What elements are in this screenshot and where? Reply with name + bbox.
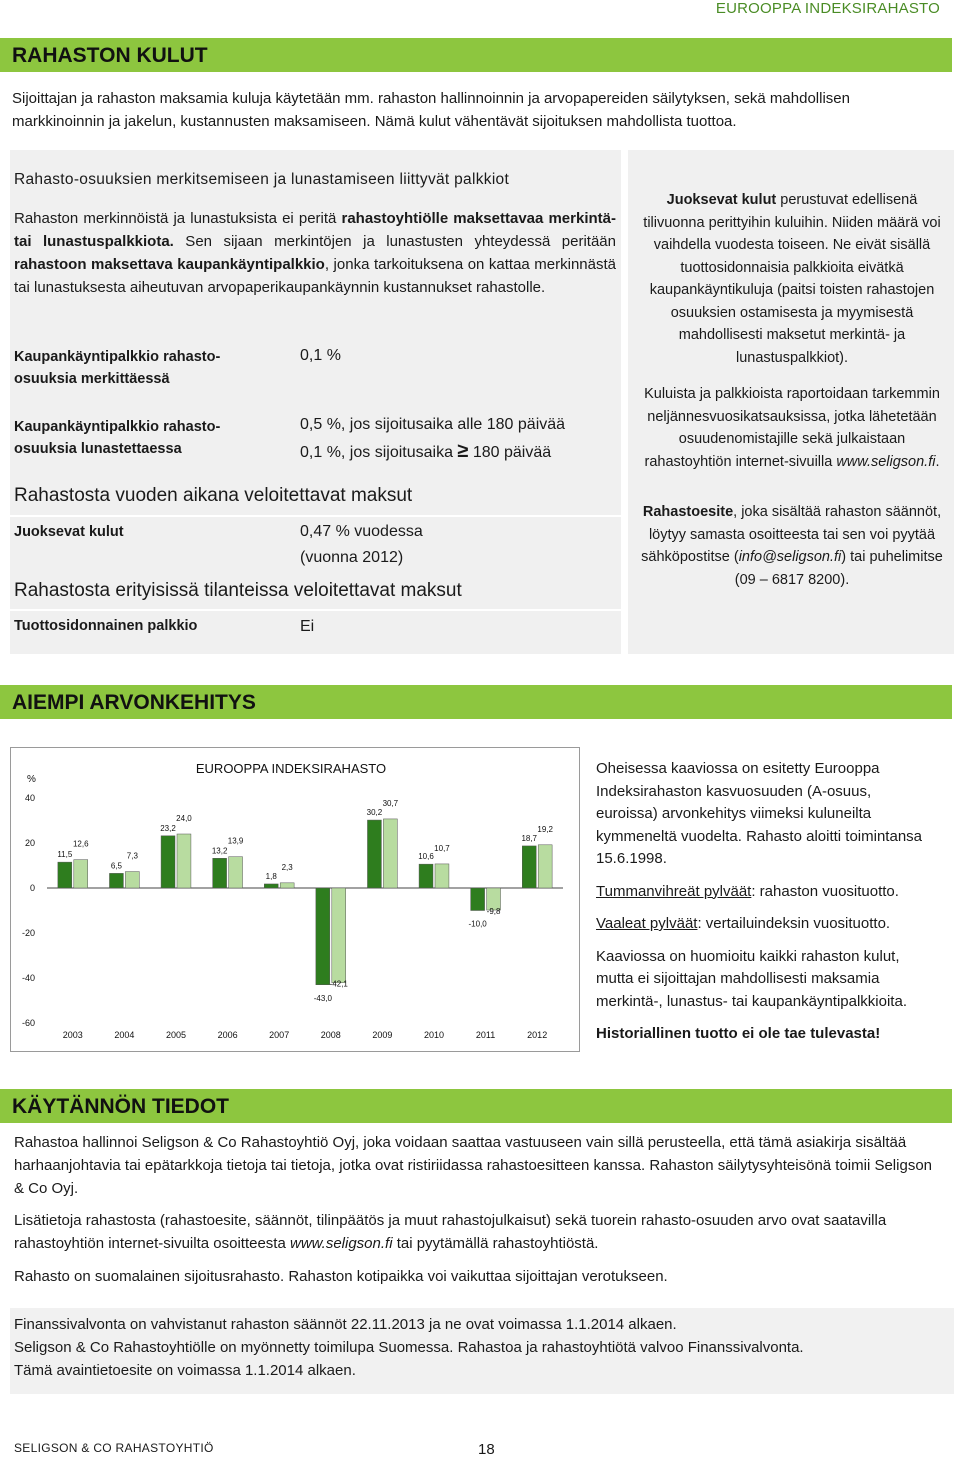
annual-fees-title: Rahastosta vuoden aikana veloitettavat maksut [14,485,413,506]
chart-description-text: Oheisessa kaaviossa on esitetty Eurooppa Indeksirahaston kasvuosuuden (A-osuus, euroissa) arvonkehitys viimeksi kuluneilta kymmeneltä vuodelta. Rahasto aloitti toimintansa 15.6.1998. [596,760,923,867]
legend-dark-text: : rahaston vuosituotto. [751,882,899,900]
costs-section-title: RAHASTON KULUT [0,38,952,72]
seligson-website-link[interactable]: www.seligson.fi [289,1235,393,1252]
x-tick-label: 2005 [165,1030,187,1040]
costs-included-note: Kaaviossa on huomioitu kaikki rahaston kulut, mutta ei sijoittajan mahdollisesti maksamia merkintä-, lunastus- tai kaupankäyntipalkkioita. [596,947,907,1010]
bar-value-label: 18,7 [521,833,538,843]
sidebar-running-costs [636,189,948,369]
chart-description [596,758,936,1046]
x-tick-label: 2009 [372,1030,393,1040]
bar-value-label: 10,6 [418,852,434,862]
bar-value-label: -9,8 [486,907,501,917]
bar-value-label: -10,0 [468,919,487,929]
fund-return-bar [109,873,123,888]
authorization-line-2: Seligson & Co Rahastoyhtiölle on myönnetty toimilupa Suomessa. Rahastoa ja rahastoyhtiötä valvoo Finanssivalvonta. [14,1339,804,1356]
y-tick-label: -20 [21,928,35,938]
x-tick-label: 2011 [475,1030,496,1040]
performance-fee-label: Tuottosidonnainen palkkio [14,618,198,634]
y-tick-label: 40 [24,793,35,803]
benchmark-return-bar [332,888,346,983]
legend-dark [596,881,936,904]
practical-info-1: Rahastoa hallinnoi Seligson & Co Rahastoyhtiö Oyj, joka voidaan saattaa vastuuseen vain sillä perusteella, että tämä asiakirja sisältää harhaanjohtavia tai epätarkkoja tietoja tai tietoja, jotka ovat ristiriidassa rahastoesitteen kanssa. Rahaston säilytysyhteisönä toimii Seligson & Co Oyj. [14,1134,933,1197]
bar-value-label: 11,5 [57,850,73,860]
authorization-line-3: Tämä avaintietoesite on voimassa 1.1.2014 alkaen. [14,1362,356,1379]
y-tick-label: 20 [24,838,35,848]
running-costs-value-2: (vuonna 2012) [300,549,404,566]
sell-fee-label-line2: osuuksia lunastettaessa [14,441,182,457]
sidebar-prospectus-text: , joka sisältää rahaston säännöt, löytyy samasta osoitteesta tai sen voi pyytää sähköpostitse ( [641,504,942,565]
sidebar-reporting [636,383,948,473]
fee-text-2-bold: rahastoon maksettava kaupankäyntipalkkio [14,256,325,273]
legend-light [596,913,936,936]
bar-value-label: -43,0 [313,993,332,1003]
fund-return-bar [161,836,175,888]
authorization-line-1: Finanssivalvonta on vahvistanut rahaston säännöt 22.11.2013 ja ne ovat voimassa 1.1.2014 alkaen. [14,1316,677,1333]
bar-value-label: 12,6 [72,839,89,849]
legend-dark-label: Tummanvihreät pylväät [596,882,752,900]
sell-fee-value-2b: 180 päivää [468,444,552,461]
fee-text-2: Sen sijaan merkintöjen ja lunastusten yhteydessä peritään [173,233,616,250]
benchmark-return-bar [538,845,552,888]
benchmark-return-bar [229,857,243,888]
sell-fee-value-line2 [300,438,565,466]
buy-fee-value: 0,1 % [300,347,341,364]
fee-description [14,207,616,299]
sidebar-prospectus-end: ) tai puhelimitse (09 – 6817 8200). [734,549,943,588]
running-costs-value-1: 0,47 % vuodessa [300,523,423,540]
x-tick-label: 2010 [423,1030,445,1040]
y-tick-label: 0 [29,883,35,893]
performance-chart-svg [11,748,579,1051]
benchmark-return-bar [177,834,191,888]
benchmark-return-bar [125,872,139,888]
sidebar-prospectus-bold: Rahastoesite [642,504,734,520]
divider [10,515,621,517]
sell-fee-value-2a: 0,1 %, jos sijoitusaika [300,444,458,461]
bar-value-label: 13,2 [211,846,228,856]
fund-name-header: EUROOPPA INDEKSIRAHASTO [715,0,940,17]
fund-return-bar [367,820,381,888]
sidebar-prospectus [636,501,948,591]
costs-intro: Sijoittajan ja rahaston maksamia kuluja käytetään mm. rahaston hallinnoinnin ja arvopapereiden säilytyksen, sekä mahdollisen markkinoinnin ja jakelun, kustannusten maksamiseen. Nämä kulut vähentävät sijoituksen mahdollista tuottoa. [12,90,850,130]
legend-light-label: Vaaleat pylväät [596,915,698,932]
authorization-text [14,1313,944,1382]
benchmark-return-bar [74,860,88,888]
buy-fee-label-line1: Kaupankäyntipalkkio rahasto- [14,349,221,365]
sell-fee-label-line1: Kaupankäyntipalkkio rahasto- [14,419,221,435]
past-performance-disclaimer: Historiallinen tuotto ei ole tae tulevasta! [596,1025,881,1042]
fund-return-bar [522,846,536,888]
x-tick-label: 2004 [114,1030,135,1040]
sell-fee-label [14,416,220,460]
email-link[interactable]: info@seligson.fi [738,549,842,565]
benchmark-return-bar [280,883,294,888]
performance-fee-value: Ei [300,618,315,635]
practical-info-3: Rahasto on suomalainen sijoitusrahasto. Rahaston kotipaikka voi vaikuttaa sijoittajan verotukseen. [14,1268,668,1285]
benchmark-return-bar [383,819,397,888]
chart-title: EUROOPPA INDEKSIRAHASTO [195,761,387,776]
fund-return-bar [264,884,278,888]
footer-company: SELIGSON & CO RAHASTOYHTIÖ [14,1441,214,1455]
sell-fee-value-line1: 0,5 %, jos sijoitusaika alle 180 päivää [300,416,566,433]
buy-fee-label [14,346,220,390]
sidebar [636,189,948,591]
y-axis-label: % [27,774,36,785]
sell-fee-value [300,412,565,466]
divider [10,609,621,611]
practical-info-2-text: Lisätietoja rahastosta (rahastoesite, säännöt, tilinpäätös ja muut rahastojulkaisut) sekä tuorein rahasto-osuuden arvo ovat saatavilla rahastoyhtiön internet-sivuilta osoitteesta [14,1212,887,1252]
page-number: 18 [478,1441,495,1458]
running-costs-value [300,519,423,571]
x-tick-label: 2008 [320,1030,341,1040]
sidebar-reporting-end: . [935,453,940,470]
history-section-title: AIEMPI ARVONKEHITYS [0,685,952,719]
practical-section-title: KÄYTÄNNÖN TIEDOT [0,1089,952,1123]
gte-symbol: ≥ [457,440,469,462]
buy-fee-label-line2: osuuksia merkittäessä [14,371,170,387]
bar-value-label: 30,2 [366,808,383,818]
bar-value-label: 2,3 [281,862,293,872]
legend-light-text: : vertailuindeksin vuosituotto. [697,915,891,932]
running-costs-label: Juoksevat kulut [14,524,124,540]
x-tick-label: 2007 [269,1030,290,1040]
bar-value-label: -42,1 [329,979,348,989]
fee-text-1-bold: rahastoyhtiölle maksettavaa merkintä- tai lunastuspalkkiota. [14,210,616,250]
sidebar-reporting-text: Kuluista ja palkkioista raportoidaan tarkemmin neljännesvuosikatsauksissa, jotka lähetetään osuudenomistajille sekä julkaistaan rahastoyhtiön internet-sivuilla [644,386,940,470]
fund-return-bar [471,888,485,911]
bar-value-label: 24,0 [176,814,192,823]
fund-return-bar [419,864,433,888]
fee-text-1: Rahaston merkinnöistä ja lunastuksista ei peritä [14,210,342,227]
y-tick-label: -60 [21,1018,35,1028]
x-tick-label: 2006 [217,1030,238,1040]
performance-chart [10,747,580,1052]
fee-text-3: , jonka tarkoituksena on kattaa merkinnästä tai lunastuksesta aiheutuvan arvopaperikaupankäynnin kustannukset rahastolle. [14,256,616,296]
bar-value-label: 23,2 [160,823,176,833]
seligson-website-link[interactable]: www.seligson.fi [836,453,936,470]
fund-return-bar [316,888,330,985]
bar-value-label: 19,2 [537,824,553,834]
practical-info-2 [14,1209,944,1255]
benchmark-return-bar [435,864,449,888]
bar-value-label: 10,7 [434,843,450,853]
fund-return-bar [58,862,72,888]
special-fees-title: Rahastosta erityisissä tilanteissa veloitettavat maksut [14,580,462,601]
bar-value-label: 1,8 [265,871,277,881]
sidebar-running-costs-text: perustuvat edellisenä tilivuonna perittyihin kuluihin. Niiden määrä voi vaihdella vuodesta toiseen. Ne eivät sisällä tuottosidonnaisia palkkioita eivätkä kaupankäyntikuluja (paitsi toisten rahastojen osuuksien ostamisesta ja myymisestä mahdollisesti maksetut merkintä- ja lunastuspalkkiot). [643,192,941,366]
sidebar-running-costs-bold: Juoksevat kulut [666,192,777,208]
fund-return-bar [213,858,227,888]
bar-value-label: 7,3 [126,851,138,861]
x-tick-label: 2003 [62,1030,83,1040]
bar-value-label: 6,5 [110,861,122,871]
x-tick-label: 2012 [527,1030,548,1040]
y-tick-label: -40 [21,973,35,983]
subscription-fees-title: Rahasto-osuuksien merkitsemiseen ja lunastamiseen liittyvät palkkiot [14,171,510,188]
practical-info-2-end: tai pyytämällä rahastoyhtiöstä. [392,1235,599,1252]
bar-value-label: 30,7 [382,798,399,808]
bar-value-label: 13,9 [227,836,244,846]
